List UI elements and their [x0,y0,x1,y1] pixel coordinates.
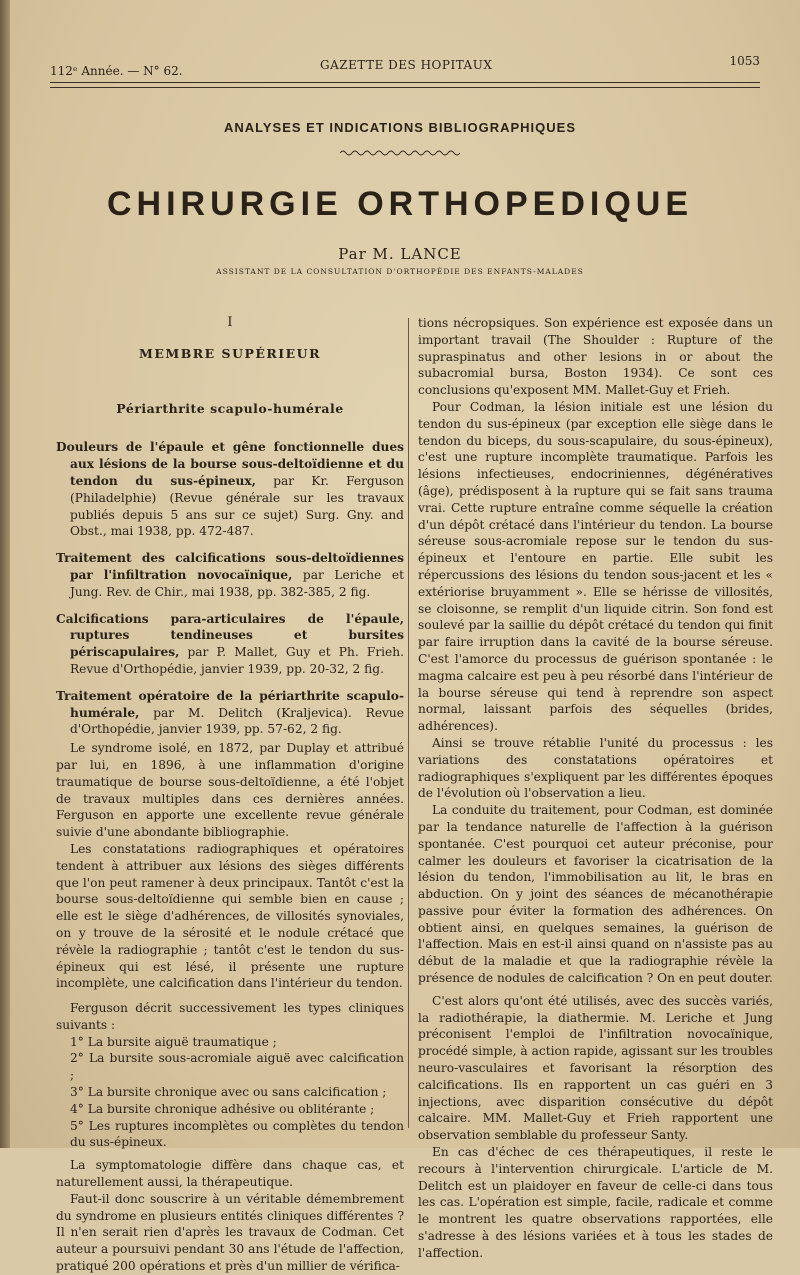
issue-number: 112ᵉ Année. — N° 62. [50,64,183,78]
paragraph: Faut-il donc souscrire à un véritable démembrement du syndrome en plusieurs entités cliniques différentes ? Il n'en serait rien d'après les travaux de Codman. Cet auteur a poursuivi pendant 30 ans l'étude de l'affection, pratiqué 200 opérations et près d'un millier de vérifica- [56,1191,404,1274]
right-column [418,315,773,1262]
paragraph: La symptomatologie diffère dans chaque cas, et naturellement aussi, la thérapeutique. [56,1158,404,1190]
author-affiliation: ASSISTANT DE LA CONSULTATION D'ORTHOPÉDIE DES ENFANTS-MALADES [216,267,584,276]
reference: Calcifications para-articulaires de l'épaule, ruptures tendineuses et bursites périscapulaires, par P. Mallet, Guy et Ph. Frieh. Revue d'Orthopédie, janvier 1939, pp. 20-32, 2 fig. [56,611,404,676]
byline: Par M. LANCE [338,245,462,263]
column-divider [408,318,409,1128]
paragraph: La conduite du traitement, pour Codman, est dominée par la tendance naturelle de l'affection à la guérison spontanée. C'est pourquoi cet auteur préconise, pour calmer les douleurs et favoriser la cicatrisation de la lésion du tendon, l'immobilisation au lit, le bras en abduction. On y joint des séances de mécanothérapie passive pour éviter la formation des adhérences. On obtient ainsi, en quelques semaines, la guérison de l'affection. Mais en est-il ainsi quand on n'assiste pas au début de la maladie et que la radiographie révèle la présence de nodules de calcification ? On en peut douter. [418,803,773,986]
paragraph: Ferguson décrit successivement les types cliniques suivants : [56,1001,404,1032]
paragraph: En cas d'échec de ces thérapeutiques, il reste le recours à l'intervention chirurgicale. L'article de M. Delitch est un plaidoyer en faveur de celle-ci dans tous les cas. L'opération est simple, facile, radicale et comme le montrent les quatre observations rapportées, elle s'adresse à des lésions variées et à tous les stades de l'affection. [418,1145,773,1260]
paragraph: tions nécropsiques. Son expérience est exposée dans un important travail (The Shoulder : Rupture of the supraspinatus and other lesions in or about the subacromial bursa, Boston 1934). Ce sont ces conclusions qu'exposent MM. Mallet-Guy et Frieh. [418,316,773,398]
paragraph: Pour Codman, la lésion initiale est une lésion du tendon du sus-épineux (par exception elle siège dans le tendon du biceps, du sous-scapulaire, du sous-épineux), c'est une rupture incomplète traumatique. Parfois les lésions infectieuses, endocriniennes, dégénératives (âge), prédisposent à la rupture qui se fait sans trauma vrai. Cette rupture entraîne comme séquelle la création d'un dépôt crétacé dans l'intérieur du tendon. La bourse séreuse sous-acromiale repose sur le tendon du sus-épineux et l'entoure en partie. Elle subit les répercussions des lésions du tendon sous-jacent et les « extériorise bruyamment ». Elle se hérisse de villosités, se cloisonne, se remplit d'un liquide citrin. Son fond est soulevé par la saillie du dépôt crétacé du tendon qui finit par faire irruption dans la cavité de la bourse séreuse. C'est l'amorce du processus de guérison spontanée : le magma calcaire est peu à peu résorbé dans l'intérieur de la bourse séreuse qui tend à reprendre son aspect normal, laissant parfois des séquelles (brides, adhérences). [418,399,773,734]
running-header [50,54,760,80]
subsection-title: Périarthrite scapulo-humérale [116,400,344,416]
list-item: 4° La bursite chronique adhésive ou oblitérante ; [70,1101,375,1116]
reference: Traitement des calcifications sous-deltoïdiennes par l'infiltration novocaïnique, par Leriche et Jung. Rev. de Chir., mai 1938, pp. 382-385, 2 fig. [56,551,404,599]
list-item: 2° La bursite sous-acromiale aiguë avec calcification ; [70,1051,404,1083]
paragraph: Le syndrome isolé, en 1872, par Duplay et attribué par lui, en 1896, à une inflammation d'origine traumatique de bourse sous-deltoïdienne, a été l'objet de travaux multiples dans ces dernières années. Ferguson en apporte une excellente revue générale suivie d'une abondante bibliographie. [56,741,404,840]
header-rule-thin [50,87,760,88]
list-item: 3° La bursite chronique avec ou sans calcification ; [70,1085,387,1100]
reference: Douleurs de l'épaule et gêne fonctionnelle dues aux lésions de la bourse sous-deltoïdienne et du tendon du sus-épineux, par Kr. Ferguson (Philadelphie) (Revue générale sur les travaux publiés depuis 5 ans sur ce sujet) Surg. Gny. and Obst., mai 1938, pp. 472-487. [56,440,404,539]
header-rule [50,82,760,83]
binding-edge [0,0,10,1148]
paragraph: C'est alors qu'ont été utilisés, avec des succès variés, la radiothérapie, la diathermie. M. Leriche et Jung préconisent l'emploi de l'infiltration novocaïnique, procédé simple, à action rapide, agissant sur les troubles neuro-vasculaires et favorisant la résorption des calcifications. Ils en rapportent un cas guéri en 3 injections, avec disparition consécutive du dépôt calcaire. MM. Mallet-Guy et Frieh rapportent une observation semblable du professeur Santy. [418,993,773,1143]
left-column [56,315,404,1275]
list-item: 5° Les ruptures incomplètes ou complètes du tendon du sus-épineux. [70,1118,404,1150]
ornament-rule [340,149,460,157]
paragraph: Ainsi se trouve rétablie l'unité du processus : les variations des constatations opératoires et radiographiques s'expliquent par les différentes époques de l'évolution où l'observation a lieu. [418,735,773,801]
part-number: I [227,315,233,330]
paragraph: Les constatations radiographiques et opératoires tendent à attribuer aux lésions des sièges différents que l'on peut ramener à deux principaux. Tantôt c'est la bourse sous-deltoïdienne qui semble bien en cause ; elle est le siège d'adhérences, de villosités synoviales, on y trouve de la sérosité et le nodule crétacé que révèle la radiographie ; tantôt c'est le tendon du sus-épineux qui est lésé, il présente une rupture incomplète, une calcification dans l'intérieur du tendon. [56,841,404,991]
page-number: 1053 [729,54,760,68]
reference: Traitement opératoire de la périarthrite scapulo-humérale, par M. Delitch (Kraljevica). Revue d'Orthopédie, janvier 1939, pp. 57-62, 2 fig. [56,688,404,737]
part-title: MEMBRE SUPÉRIEUR [139,345,321,361]
section-title: ANALYSES ET INDICATIONS BIBLIOGRAPHIQUES [223,120,577,135]
article-title: CHIRURGIE ORTHOPEDIQUE [106,185,694,223]
list-item: 1° La bursite aiguë traumatique ; [70,1034,277,1049]
journal-name: GAZETTE DES HOPITAUX [320,58,493,72]
